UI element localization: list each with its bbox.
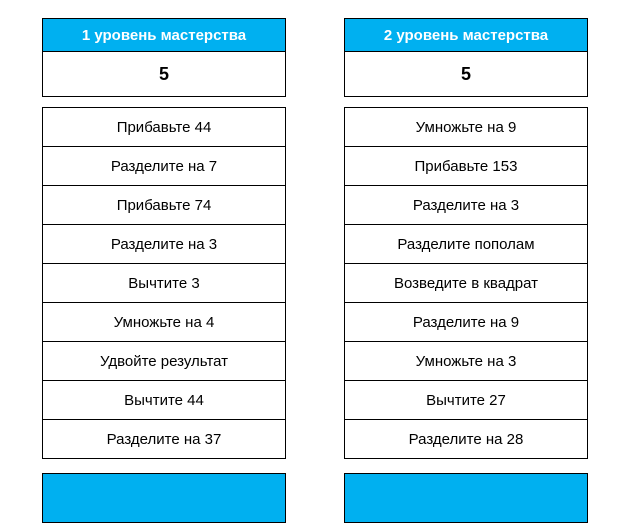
level-1-step-2: Разделите на 7 xyxy=(43,147,285,186)
level-2-step-8: Вычтите 27 xyxy=(345,381,587,420)
level-2-column xyxy=(344,18,588,459)
level-2-step-5: Возведите в квадрат xyxy=(345,264,587,303)
level-1-answer-box[interactable] xyxy=(42,473,286,523)
level-1-step-5: Вычтите 3 xyxy=(43,264,285,303)
level-2-step-1: Умножьте на 9 xyxy=(345,108,587,147)
level-1-step-7: Удвойте результат xyxy=(43,342,285,381)
level-1-column xyxy=(42,18,286,459)
level-1-start-number: 5 xyxy=(42,52,286,97)
level-2-steps xyxy=(344,107,588,459)
level-2-answer-box[interactable] xyxy=(344,473,588,523)
level-1-step-1: Прибавьте 44 xyxy=(43,108,285,147)
level-2-step-9: Разделите на 28 xyxy=(345,420,587,459)
level-2-step-7: Умножьте на 3 xyxy=(345,342,587,381)
level-2-step-2: Прибавьте 153 xyxy=(345,147,587,186)
level-2-title: 2 уровень мастерства xyxy=(344,18,588,52)
level-1-title: 1 уровень мастерства xyxy=(42,18,286,52)
level-1-steps xyxy=(42,107,286,459)
level-1-step-3: Прибавьте 74 xyxy=(43,186,285,225)
level-2-step-3: Разделите на 3 xyxy=(345,186,587,225)
level-2-step-6: Разделите на 9 xyxy=(345,303,587,342)
level-1-step-8: Вычтите 44 xyxy=(43,381,285,420)
level-2-step-4: Разделите пополам xyxy=(345,225,587,264)
level-2-start-number: 5 xyxy=(344,52,588,97)
level-1-step-4: Разделите на 3 xyxy=(43,225,285,264)
level-1-step-6: Умножьте на 4 xyxy=(43,303,285,342)
level-1-step-9: Разделите на 37 xyxy=(43,420,285,459)
